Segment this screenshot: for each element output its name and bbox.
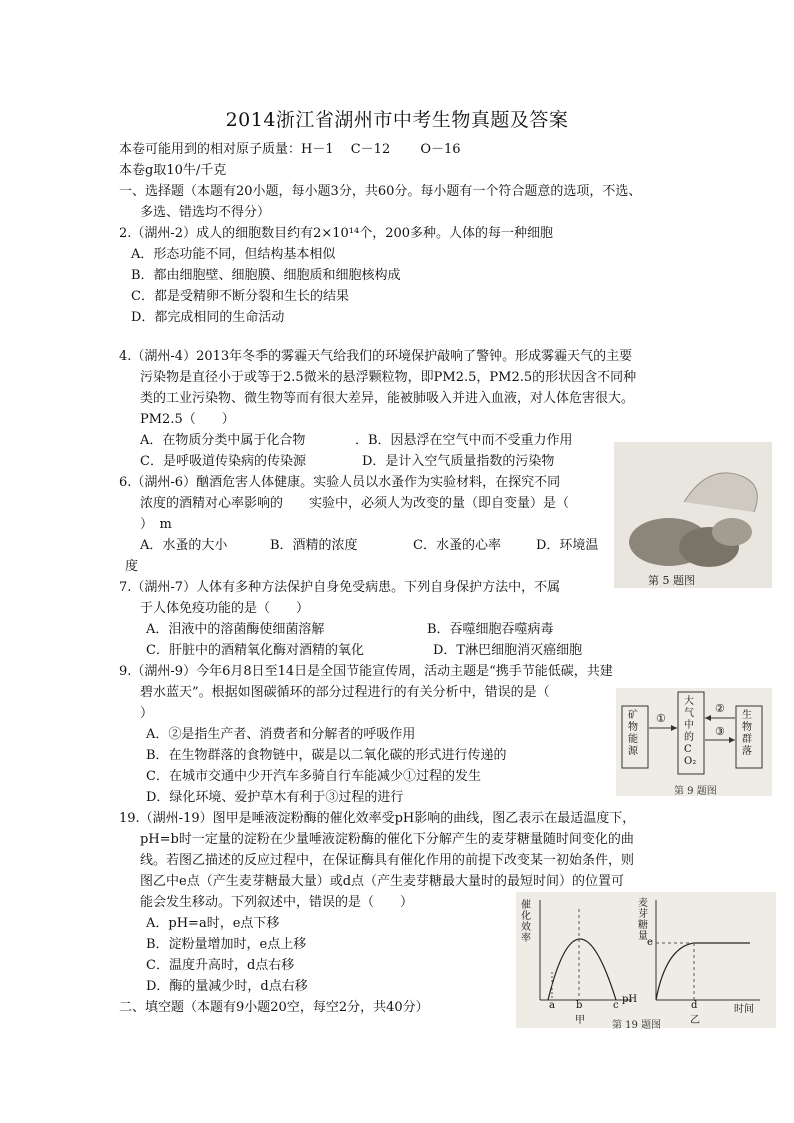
q19-option-d: D．酶的量减少时，d点右移 xyxy=(146,979,308,994)
graph-a-tick-c: c xyxy=(613,1000,619,1011)
q4-option-c: C．是呼吸道传染病的传染源 xyxy=(140,454,306,469)
arrow-label-2: ② xyxy=(715,702,725,715)
q4-option-a: A．在物质分类中属于化合物 xyxy=(140,433,306,448)
q6-option-d-cont: 度 xyxy=(125,559,139,574)
q19-option-a: A．pH=a时，e点下移 xyxy=(146,916,280,931)
q19-line1: 19.（湖州-19）图甲是唾液淀粉酶的催化效率受pH影响的曲线，图乙表示在最适温度下， xyxy=(119,811,636,826)
graph-a-name: 甲 xyxy=(575,1015,585,1026)
q4-line1: 4.（湖州-4）2013年冬季的雾霾天气给我们的环境保护敲响了警钟。形成雾霾天气的主要 xyxy=(119,349,633,364)
figure-19-graphs xyxy=(516,892,776,1031)
graph-a-x-label: pH xyxy=(622,994,638,1005)
q2-option-d: D．都完成相同的生命活动 xyxy=(131,310,285,325)
graph-b-name: 乙 xyxy=(690,1015,700,1026)
graph-a-y-label: 催化效率 xyxy=(521,900,531,944)
figure-9-diagram xyxy=(616,688,772,796)
q9-option-b: B．在生物群落的食物链中，碳是以二氧化碳的形式进行传递的 xyxy=(146,748,507,763)
graph-a-tick-b: b xyxy=(576,1000,583,1011)
q4-line3: 类的工业污染物、微生物等而有很大差异，能被肺吸入并进入血液，对人体危害很大。 xyxy=(140,391,635,406)
q7-option-d: D．T淋巴细胞消灭癌细胞 xyxy=(433,643,583,658)
q7-line2: 于人体免疫功能的是（ ） xyxy=(140,601,310,616)
figure-9-caption: 第 9 题图 xyxy=(674,786,717,797)
q19-line5: 能会发生移动。下列叙述中，错误的是（ ） xyxy=(140,895,414,910)
graph-b-label-d: d xyxy=(691,1000,698,1011)
q19-option-c: C．温度升高时，d点右移 xyxy=(146,958,295,973)
q7-option-c: C．肝脏中的酒精氧化酶对酒精的氧化 xyxy=(146,643,364,658)
section1-heading: 一、选择题（本题有20小题，每小题3分，共60分。每小题有一个符合题意的选项，不选、 xyxy=(119,184,642,199)
q19-option-b: B．淀粉量增加时，e点上移 xyxy=(146,937,307,952)
page-title: 2014浙江省湖州市中考生物真题及答案 xyxy=(225,109,569,131)
graph-b-x-label: 时间 xyxy=(734,1004,754,1015)
graph-b-y-label: 麦芽糖量 xyxy=(638,898,648,942)
q9-line2: 碧水蓝天”。根据如图碳循环的部分过程进行的有关分析中，错误的是（ xyxy=(140,685,550,700)
figure-19-caption: 第 19 题图 xyxy=(612,1020,662,1031)
q4-line4: PM2.5（ ） xyxy=(140,412,235,427)
section1-heading-cont: 多选、错选均不得分） xyxy=(140,205,271,220)
preamble-mass: 本卷可能用到的相对原子质量：H－1 C－12 O－16 xyxy=(119,142,461,157)
graph-b-label-e: e xyxy=(647,937,653,948)
figure-5-caption: 第 5 题图 xyxy=(648,574,695,587)
q7-option-a: A．泪液中的溶菌酶使细菌溶解 xyxy=(146,622,325,637)
q7-line1: 7.（湖州-7）人体有多种方法保护自身免受病患。下列自身保护方法中，不属 xyxy=(119,580,561,595)
q2-option-a: A．形态功能不同，但结构基本相似 xyxy=(131,247,336,262)
label-atmosphere-co2: 大气中的CO₂ xyxy=(684,696,697,767)
label-bio-community: 生物群落 xyxy=(742,710,752,757)
figure-5-illustration xyxy=(614,442,772,588)
q19-line4: 图乙中e点（产生麦芽糖最大量）或d点（产生麦芽糖最大量时的最短时间）的位置可 xyxy=(140,874,625,889)
q6-option-b: B．酒精的浓度 xyxy=(270,538,358,553)
label-mineral-energy: 矿物能源 xyxy=(628,710,638,757)
q6-line1: 6.（湖州-6）酗酒危害人体健康。实验人员以水蚤作为实验材料，在探究不同 xyxy=(119,475,561,490)
q2-option-b: B．都由细胞壁、细胞膜、细胞质和细胞核构成 xyxy=(131,268,401,283)
arrow-label-1: ① xyxy=(656,712,666,725)
arrow-label-3: ③ xyxy=(715,725,725,738)
q6-line3: ） m xyxy=(140,517,172,532)
q6-option-c: C．水蚤的心率 xyxy=(413,538,501,553)
q2-stem: 2.（湖州-2）成人的细胞数目约有2×10¹⁴个，200多种。人体的每一种细胞 xyxy=(119,226,554,241)
q9-option-d: D．绿化环境、爱护草木有利于③过程的进行 xyxy=(146,790,404,805)
figure-5-photo xyxy=(614,442,772,588)
q19-line2: pH=b时一定量的淀粉在少量唾液淀粉酶的催化下分解产生的麦芽糖量随时间变化的曲 xyxy=(140,832,634,847)
q4-option-b: ．B．因悬浮在空气中而不受重力作用 xyxy=(355,433,573,448)
q9-option-c: C．在城市交通中少开汽车多骑自行车能减少①过程的发生 xyxy=(146,769,481,784)
q9-line1: 9.（湖州-9）今年6月8日至14日是全国节能宣传周，活动主题是“携手节能低碳，共建 xyxy=(119,664,613,679)
q2-option-c: C．都是受精卵不断分裂和生长的结果 xyxy=(131,289,349,304)
q6-option-d: D．环境温 xyxy=(536,538,599,553)
graph-a-tick-a: a xyxy=(549,1000,555,1011)
q19-line3: 线。若图乙描述的反应过程中，在保证酶具有催化作用的前提下改变某一初始条件，则 xyxy=(140,853,635,868)
section2-heading: 二、填空题（本题有9小题20空，每空2分，共40分） xyxy=(119,1000,429,1015)
q6-line2: 浓度的酒精对心率影响的 实验中，必须人为改变的量（即自变量）是（ xyxy=(140,496,570,511)
q4-option-d: D．是计入空气质量指数的污染物 xyxy=(362,454,555,469)
q6-option-a: A．水蚤的大小 xyxy=(140,538,228,553)
q9-line3: ） xyxy=(140,706,154,721)
preamble-g: 本卷g取10牛/千克 xyxy=(119,163,227,178)
q7-option-b: B．吞噬细胞吞噬病毒 xyxy=(427,622,554,637)
q4-line2: 污染物是直径小于或等于2.5微米的悬浮颗粒物，即PM2.5，PM2.5的形状因含不同种 xyxy=(140,370,637,385)
q9-option-a: A．②是指生产者、消费者和分解者的呼吸作用 xyxy=(146,727,416,742)
